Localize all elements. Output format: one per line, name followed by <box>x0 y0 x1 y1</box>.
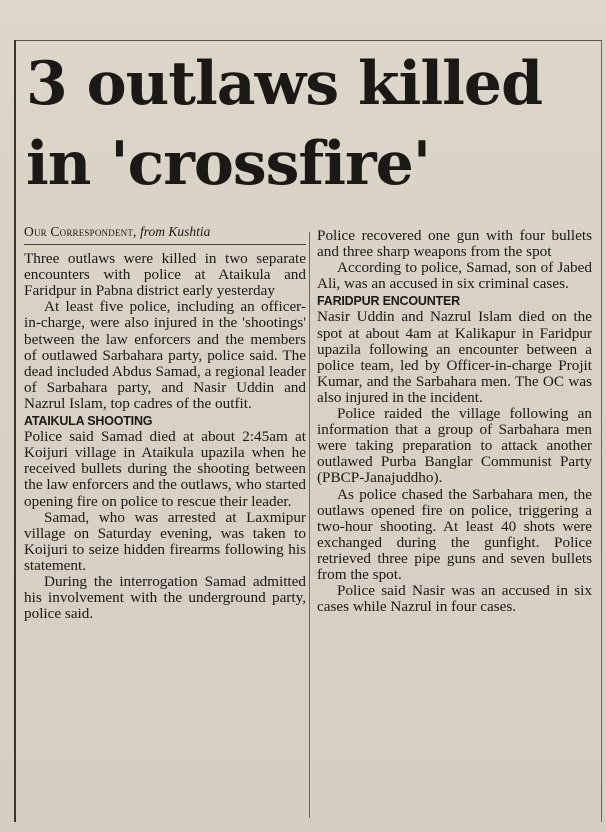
left-rule <box>14 40 16 822</box>
paragraph: Three outlaws were killed in two separate encounters with police at Ataikula and Faridpur in Pabna district early yesterday <box>24 250 306 300</box>
byline-reporter: Our Correspondent, <box>24 224 137 239</box>
headline <box>26 44 596 204</box>
paragraph: Nasir Uddin and Nazrul Islam died on the spot at about 4am at Kalikapur in Faridpur upazila following an encounter between a police team, led by Officer-in-charge Projit Kumar, and the Sarbahara men. The OC was also injured in the incident. <box>317 308 592 406</box>
paragraph: At least five police, including an officer-in-charge, were also injured in the 'shootings' between the law enforcers and the members of outlawed Sarbahara party, police said. The dead included Abdus Samad, a regional leader of Sarbahara party, and Nasir Uddin and Nazrul Islam, top cadres of the outfit. <box>24 298 306 412</box>
headline-line-2: in 'crossfire' <box>26 129 431 199</box>
right-rule <box>601 40 602 822</box>
article-column-1 <box>24 224 306 622</box>
paragraph: Police recovered one gun with four bullets and three sharp weapons from the spot <box>317 227 592 261</box>
subhead-faridpur: FARIDPUR ENCOUNTER <box>317 294 460 309</box>
paragraph: According to police, Samad, son of Jabed Ali, was an accused in six criminal cases. <box>317 259 592 293</box>
byline <box>24 224 306 245</box>
paragraph: Police raided the village following an information that a group of Sarbahara men were taking preparation to attack another outlawed Purba Banglar Communist Party (PBCP-Janajuddho). <box>317 405 592 487</box>
article-column-2 <box>317 228 592 615</box>
paragraph: Police said Samad died at about 2:45am at Koijuri village in Ataikula upazila when he received bullets during the shooting between the law enforcers and the outlaws, who started opening fire on police to rescue their leader. <box>24 428 306 510</box>
paragraph: As police chased the Sarbahara men, the outlaws opened fire on police, triggering a two-hour shooting. At least 40 shots were exchanged during the gunfight. Police retrieved three pipe guns and seven bullets from the spot. <box>317 485 592 583</box>
top-rule <box>14 40 602 41</box>
paragraph: During the interrogation Samad admitted his involvement with the underground party, police said. <box>24 572 306 623</box>
column-divider <box>309 232 310 818</box>
byline-location: from Kushtia <box>140 224 211 239</box>
paragraph: Samad, who was arrested at Laxmipur village on Saturday evening, was taken to Koijuri to seize hidden firearms following his statement. <box>24 508 306 574</box>
subhead-ataikula: ATAIKULA SHOOTING <box>24 414 153 429</box>
headline-line-1: 3 outlaws killed <box>26 49 543 119</box>
paragraph: Police said Nasir was an accused in six cases while Nazrul in four cases. <box>317 582 592 616</box>
